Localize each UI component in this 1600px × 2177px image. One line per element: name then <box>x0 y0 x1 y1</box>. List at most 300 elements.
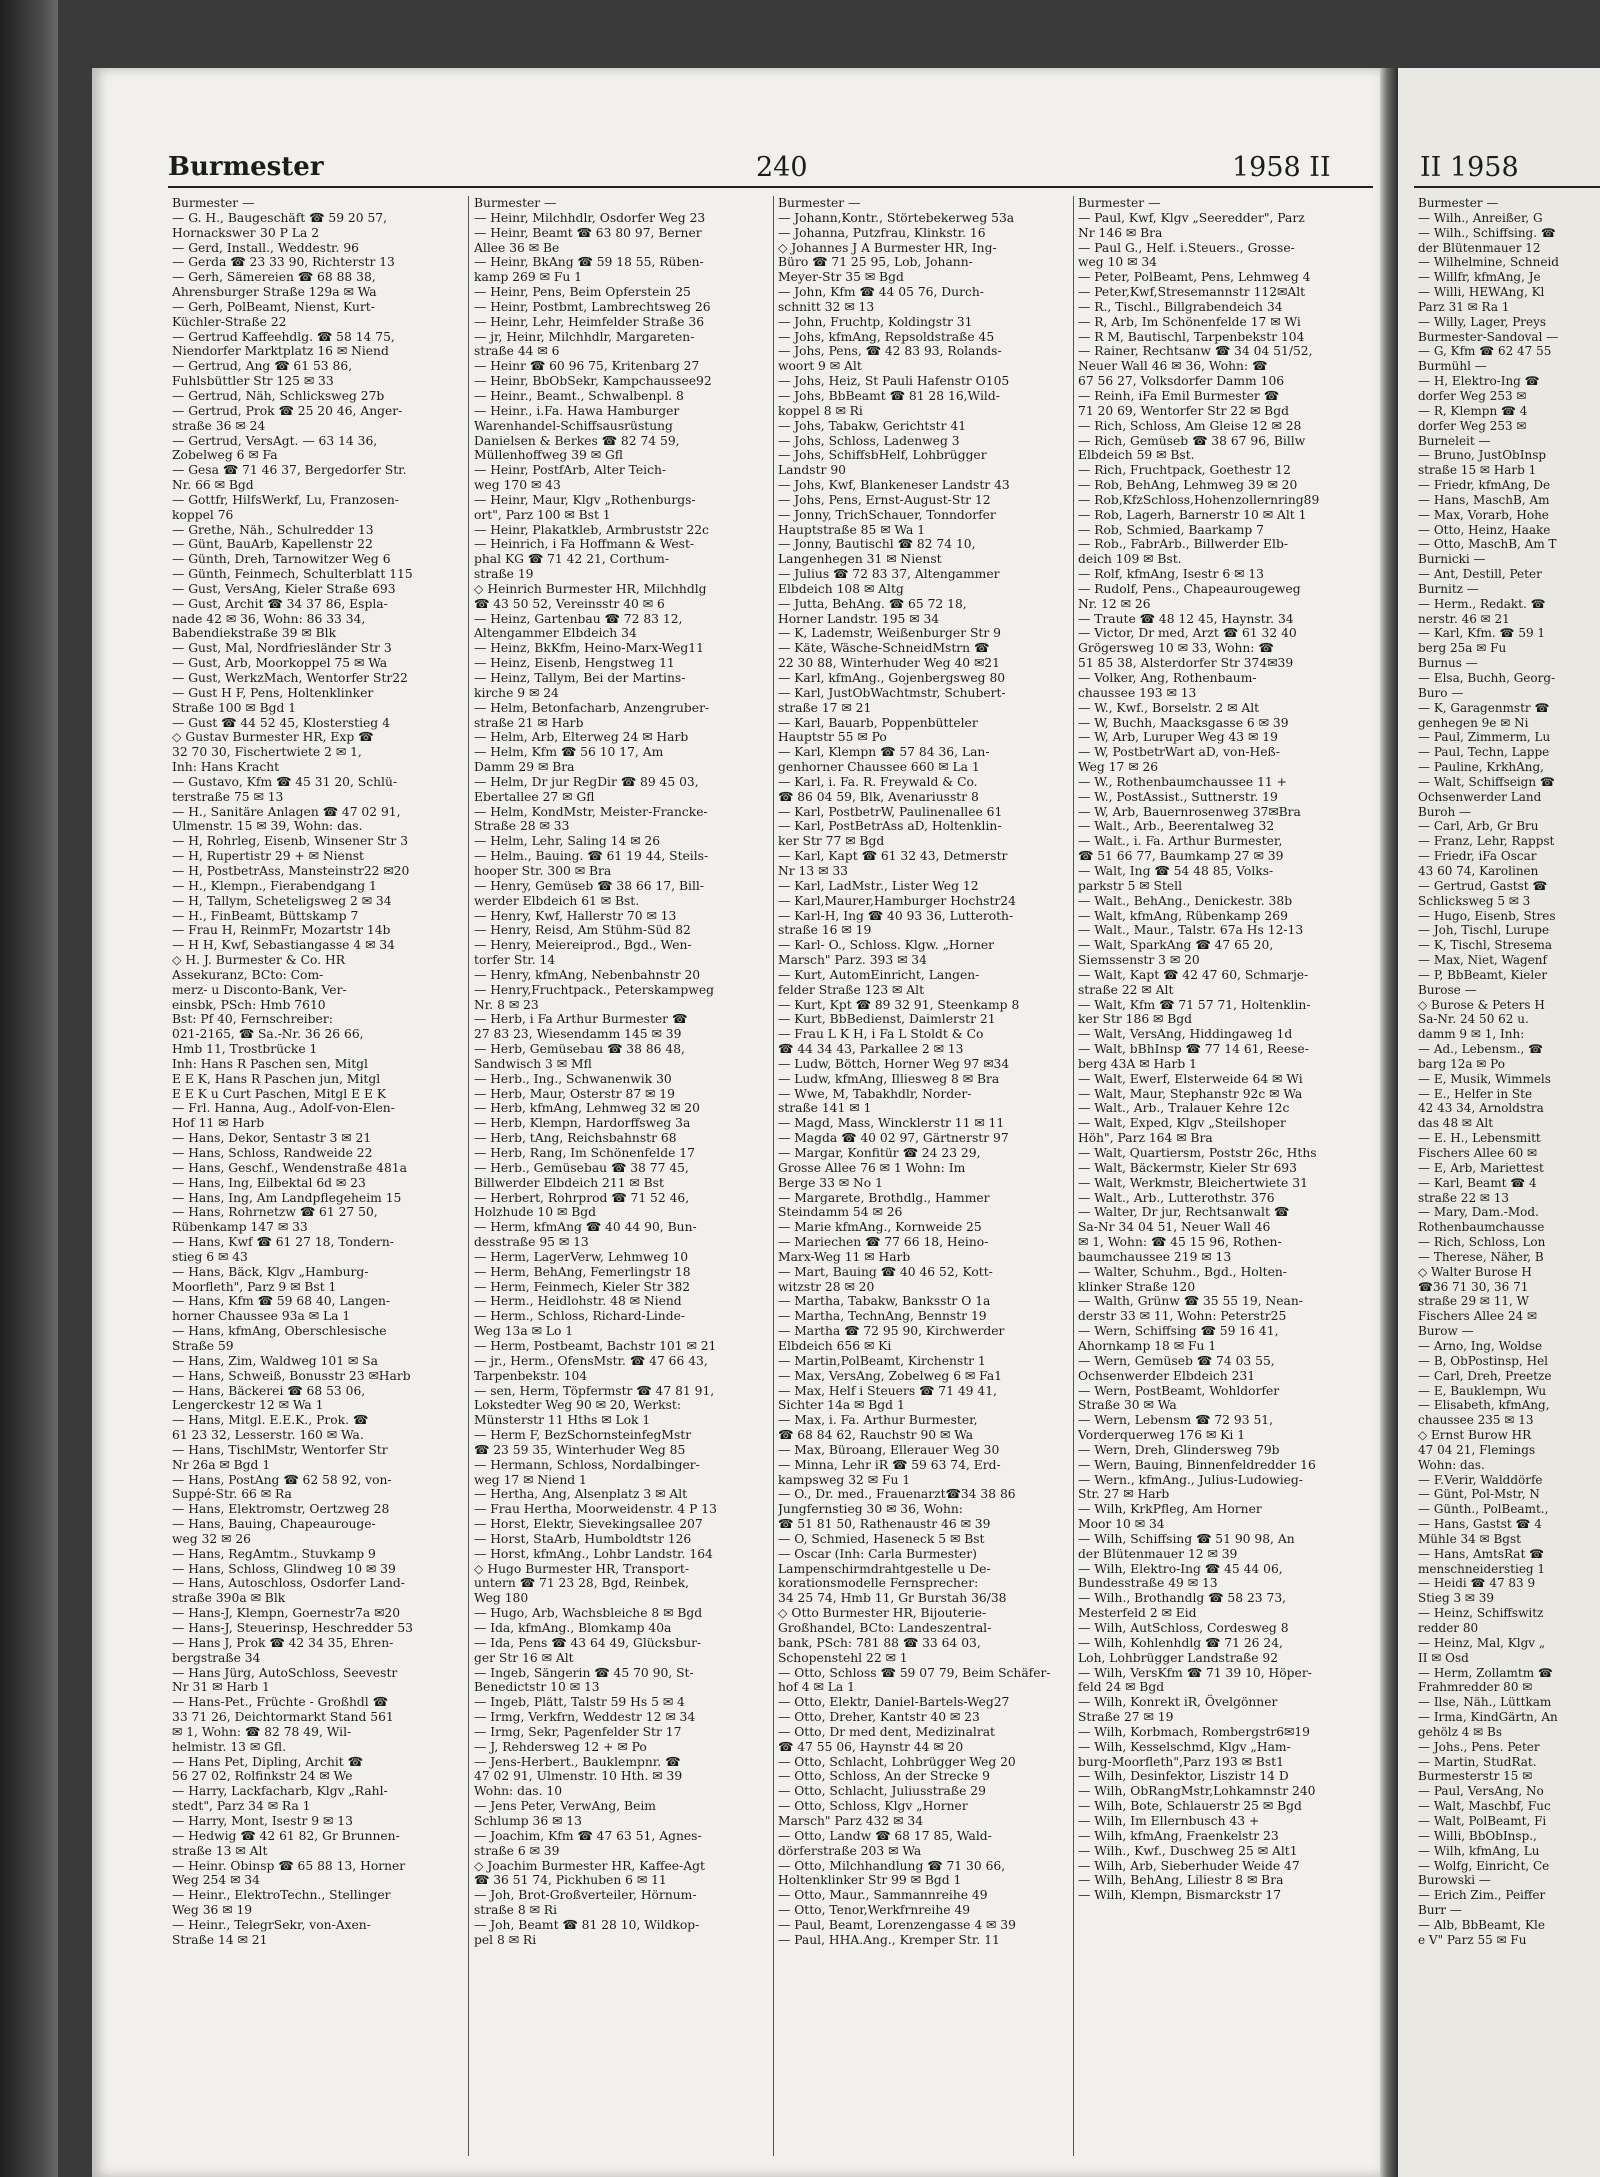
directory-entry-line: Meyer-Str 35 ✉ Bgd <box>778 270 904 285</box>
directory-entry-line: — Helm, Lehr, Saling 14 ✉ 26 <box>474 834 661 849</box>
directory-entry-line: — Joachim, Kfm ☎ 47 63 51, Agnes- <box>474 1828 702 1843</box>
directory-entry-line: — Horst, Elektr, Sievekingsallee 207 <box>474 1517 703 1532</box>
directory-entry-line: — Jutta, BehAng. ☎ 65 72 18, <box>778 596 967 611</box>
directory-entry-line: — Ida, kfmAng., Blomkamp 40a <box>474 1621 672 1635</box>
directory-entry-line: Steindamm 54 ✉ 26 <box>778 1205 903 1220</box>
directory-entry-line: — Heinz, Tallym, Bei der Martins- <box>474 671 686 685</box>
directory-entry-line: — Heinr, Plakatkleb, Armbruststr 22c <box>474 522 709 537</box>
directory-entry-line: ☎ 44 34 43, Parkallee 2 ✉ 13 <box>778 1042 964 1057</box>
directory-entry-line: Ochsenwerder Elbdeich 231 <box>1078 1368 1256 1383</box>
directory-entry-line: — R, Klempn ☎ 4 <box>1418 403 1528 418</box>
directory-entry-line: — Therese, Näher, B <box>1418 1249 1544 1264</box>
directory-entry-line: — Walt, Schiffseign ☎ <box>1418 774 1555 789</box>
directory-entry-line: — Harry, Mont, Isestr 9 ✉ 13 <box>172 1813 353 1828</box>
directory-entry-line: Rothenbaumchausse <box>1418 1220 1545 1235</box>
directory-entry-line: ☎ 36 51 74, Pickhuben 6 ✉ 11 <box>474 1873 667 1888</box>
book-gutter <box>1380 68 1398 2177</box>
directory-entry-line: — Hans, Schweiß, Bonusstr 23 ✉Harb <box>172 1368 411 1383</box>
directory-entry-line: — Joh, Tischl, Lurupe <box>1418 923 1550 938</box>
header-rule <box>168 186 1373 188</box>
directory-entry-line: — Paul, Kwf, Klgv „Seeredder", Parz <box>1078 210 1305 225</box>
directory-entry-line: — Herm, LagerVerw, Lehmweg 10 <box>474 1249 689 1264</box>
directory-entry-line: — Harry, Lackfacharb, Klgv „Rahl- <box>172 1784 388 1799</box>
directory-entry-line: — Hans, Schloss, Randweide 22 <box>172 1146 373 1160</box>
directory-entry-line: straße 141 ✉ 1 <box>778 1101 872 1116</box>
directory-entry-line: barg 12a ✉ Po <box>1418 1056 1505 1071</box>
directory-entry-line: Burmester — <box>1078 196 1161 210</box>
directory-entry-line: — Rainer, Rechtsanw ☎ 34 04 51/52, <box>1078 344 1313 359</box>
directory-entry-line: Fuhlsbüttler Str 125 ✉ 33 <box>172 374 334 389</box>
directory-entry-line: — Otto, Landw ☎ 68 17 85, Wald- <box>778 1828 992 1843</box>
directory-entry-line: Marsch" Parz 432 ✉ 34 <box>778 1813 924 1828</box>
directory-entry-line: — Willi, BbObInsp., <box>1418 1828 1537 1843</box>
directory-entry-line: derstr 33 ✉ 11, Wohn: Peterstr25 <box>1078 1309 1287 1324</box>
directory-entry-line: Holzhude 10 ✉ Bgd <box>474 1205 596 1220</box>
directory-entry-line: — Hermann, Schloss, Nordalbinger- <box>474 1457 700 1472</box>
directory-entry-line: menschneiderstieg 1 <box>1418 1561 1546 1576</box>
directory-entry-line: genhegen 9e ✉ Ni <box>1418 715 1529 730</box>
directory-entry-line: — Jens-Herbert., Bauklempnr. ☎ <box>474 1754 681 1769</box>
directory-entry-line: koppel 76 <box>172 507 234 522</box>
directory-entry-line: — Johs, Schloss, Ladenweg 3 <box>778 433 960 448</box>
directory-entry-line: woort 9 ✉ Alt <box>778 359 862 374</box>
directory-entry-line: — H, PostbetrAss, Mansteinstr22 ✉20 <box>172 863 410 878</box>
directory-entry-line: — Wilhelmine, Schneid <box>1418 255 1559 270</box>
directory-entry-line: Warenhandel-Schiffsausrüstung <box>474 418 673 433</box>
directory-entry-line: — Wilh, kfmAng, Fraenkelstr 23 <box>1078 1828 1279 1843</box>
directory-entry-line: — Margar, Konfitür ☎ 24 23 29, <box>778 1146 981 1160</box>
directory-entry-line: — Wilh, Im Ellernbusch 43 + <box>1078 1813 1260 1828</box>
directory-entry-line: — Karl, LadMstr., Lister Weg 12 <box>778 878 979 893</box>
directory-entry-line: — Otto, Elektr, Daniel-Bartels-Weg27 <box>778 1695 1010 1710</box>
directory-entry-line: Nr 13 ✉ 33 <box>778 863 848 878</box>
directory-entry-line: — Gust, WerkzMach, Wentorfer Str22 <box>172 671 408 685</box>
directory-entry-line: — Wilh, kfmAng, Lu <box>1418 1843 1540 1858</box>
directory-entry-line: — Walth, Grünw ☎ 35 55 19, Nean- <box>1078 1294 1303 1309</box>
directory-entry-line: untern ☎ 71 23 28, Bgd, Reinbek, <box>474 1576 690 1591</box>
directory-entry-line: Berge 33 ✉ No 1 <box>778 1175 883 1190</box>
directory-entry-line: — Max, VersAng, Zobelweg 6 ✉ Fa1 <box>778 1368 1002 1383</box>
directory-entry-line: — W, Arb, Bauernrosenweg 37✉Bra <box>1078 804 1301 819</box>
directory-entry-line: — Herb, Rang, Im Schönenfelde 17 <box>474 1146 695 1160</box>
directory-entry-line: — Gesa ☎ 71 46 37, Bergedorfer Str. <box>172 463 407 478</box>
directory-entry-line: — Günth, Dreh, Tarnowitzer Weg 6 <box>172 552 391 567</box>
directory-entry-line: ☎ 86 04 59, Blk, Avenariusstr 8 <box>778 789 979 804</box>
directory-entry-line: straße 36 ✉ 24 <box>172 418 266 433</box>
directory-entry-line: — Ant, Destill, Peter <box>1418 567 1542 582</box>
directory-entry-line: — Hans, TischlMstr, Wentorfer Str <box>172 1442 388 1457</box>
directory-entry-line: — Hans, Geschf., Wendenstraße 481a <box>172 1160 407 1175</box>
directory-entry-line: einsbk, PSch: Hmb 7610 <box>172 997 326 1012</box>
directory-entry-line: 34 25 74, Hmb 11, Gr Burstah 36/38 <box>778 1591 1007 1606</box>
directory-entry-line: — K, Lademstr, Weißenburger Str 9 <box>778 626 1001 641</box>
directory-entry-line: — Helm, Dr jur RegDir ☎ 89 45 03, <box>474 774 699 789</box>
directory-entry-line: Hauptstraße 85 ✉ Wa 1 <box>778 522 926 537</box>
directory-entry-line: — Hans, Ing, Eilbektal 6d ✉ 23 <box>172 1175 366 1190</box>
directory-entry-line: Sa-Nr. 24 50 62 u. <box>1418 1012 1529 1027</box>
directory-entry-line: baumchaussee 219 ✉ 13 <box>1078 1249 1232 1264</box>
directory-entry-line: straße 16 ✉ 19 <box>778 923 872 938</box>
directory-entry-line: dorfer Weg 253 ✉ <box>1418 388 1527 403</box>
directory-entry-line: hof 4 ✉ La 1 <box>778 1680 855 1695</box>
directory-entry-line: — Karl, JustObWachtmstr, Schubert- <box>778 685 1006 700</box>
directory-entry-line: Suppé-Str. 66 ✉ Ra <box>172 1487 292 1502</box>
directory-entry-line: — Walt, PolBeamt, Fi <box>1418 1813 1547 1828</box>
directory-entry-line: desstraße 95 ✉ 13 <box>474 1235 589 1250</box>
directory-entry-line: Sichter 14a ✉ Bgd 1 <box>778 1398 905 1413</box>
directory-entry-line: — H, Tallym, Scheteligsweg 2 ✉ 34 <box>172 893 392 908</box>
directory-entry-line: — Herm., Heidlohstr. 48 ✉ Niend <box>474 1294 682 1309</box>
directory-entry-line: Moorfleth", Parz 9 ✉ Bst 1 <box>172 1279 337 1294</box>
directory-entry-line: — Otto, Maur., Sammannreihe 49 <box>778 1888 988 1903</box>
directory-entry-line: — K, Garagenmstr ☎ <box>1418 700 1550 715</box>
directory-entry-line: — Wilh, Elektro-Ing ☎ 45 44 06, <box>1078 1561 1283 1576</box>
directory-entry-line: — Jonny, Bautischl ☎ 82 74 10, <box>778 537 976 552</box>
directory-entry-line: — Rich, Fruchtpack, Goethestr 12 <box>1078 463 1291 478</box>
directory-entry-line: pel 8 ✉ Ri <box>474 1932 537 1947</box>
directory-entry-line: — H., Klempn., Fierabendgang 1 <box>172 878 377 893</box>
directory-entry-line: — E. H., Lebensmitt <box>1418 1131 1541 1146</box>
directory-entry-line: — H, Elektro-Ing ☎ <box>1418 374 1540 389</box>
directory-entry-line: straße 15 ✉ Harb 1 <box>1418 463 1537 478</box>
directory-entry-line: — Gerd, Install., Weddestr. 96 <box>172 240 360 255</box>
directory-entry-line: Burmester — <box>474 196 557 210</box>
directory-entry-line: — W., PostAssist., Suttnerstr. 19 <box>1078 789 1278 804</box>
directory-entry-line: — Wern, Gemüseb ☎ 74 03 55, <box>1078 1353 1275 1368</box>
directory-entry-line: — Margarete, Brothdlg., Hammer <box>778 1190 990 1205</box>
directory-entry-line: Zobelweg 6 ✉ Fa <box>172 448 278 463</box>
directory-entry-line: — Wilh, BehAng, Liliestr 8 ✉ Bra <box>1078 1873 1284 1888</box>
directory-entry-line: — Gust, Archit ☎ 34 37 86, Espla- <box>172 596 388 611</box>
directory-entry-line: — Gertrud, Näh, Schlicksweg 27b <box>172 388 385 403</box>
directory-entry-line: — Hans, Ing, Am Landpflegeheim 15 <box>172 1190 402 1205</box>
directory-entry-line: — Henry, Kwf, Hallerstr 70 ✉ 13 <box>474 908 677 923</box>
directory-entry-line: Ahornkamp 18 ✉ Fu 1 <box>1078 1338 1217 1353</box>
directory-entry-line: — Wilh, Kesselschmd, Klgv „Ham- <box>1078 1739 1291 1754</box>
directory-entry-line: Frahmredder 80 ✉ <box>1418 1680 1533 1695</box>
directory-entry-line: — Wern, Bauing, Binnenfeldredder 16 <box>1078 1457 1316 1472</box>
directory-entry-line: — Helm, Arb, Elterweg 24 ✉ Harb <box>474 730 689 745</box>
directory-entry-line: straße 8 ✉ Ri <box>474 1903 557 1918</box>
directory-entry-line: — sen, Herm, Töpfermstr ☎ 47 81 91, <box>474 1383 715 1398</box>
directory-entry-line: Nr 26a ✉ Bgd 1 <box>172 1457 271 1472</box>
directory-entry-line: — Max, Vorarb, Hohe <box>1418 507 1549 522</box>
directory-entry-line: Burmester — <box>1418 196 1499 210</box>
directory-entry-line: Nr. 8 ✉ 23 <box>474 997 539 1012</box>
directory-entry-line: berg 43A ✉ Harb 1 <box>1078 1056 1197 1071</box>
directory-entry-line: — Gerh, PolBeamt, Nienst, Kurt- <box>172 299 375 314</box>
directory-entry-line: Inh: Hans R Paschen sen, Mitgl <box>172 1056 368 1071</box>
directory-entry-line: hooper Str. 300 ✉ Bra <box>474 863 612 878</box>
directory-entry-line: Wohn: das. <box>1418 1457 1485 1472</box>
directory-entry-line: dörferstraße 203 ✉ Wa <box>778 1843 922 1858</box>
directory-entry-line: — Wilh, KrkPfleg, Am Horner <box>1078 1502 1262 1517</box>
directory-entry-line: — Jonny, TrichSchauer, Tonndorfer <box>778 507 996 522</box>
directory-entry-line: — Mary, Dam.-Mod. <box>1418 1205 1539 1220</box>
directory-entry-line: — Walt, Werkmstr, Bleichertwiete 31 <box>1078 1175 1308 1190</box>
directory-entry-line: phal KG ☎ 71 42 21, Corthum- <box>474 552 669 567</box>
directory-entry-line: Horner Landstr. 195 ✉ 34 <box>778 611 940 626</box>
directory-entry-line: — Heinr. Obinsp ☎ 65 88 13, Horner <box>172 1858 406 1873</box>
directory-entry-line: — Kurt, Kpt ☎ 89 32 91, Steenkamp 8 <box>778 997 1020 1012</box>
directory-entry-line: — Johs, Pens, ☎ 42 83 93, Rolands- <box>778 344 1002 359</box>
directory-entry-line: werder Elbdeich 61 ✉ Bst. <box>474 893 640 908</box>
directory-entry-line: — Wilh, Klempn, Bismarckstr 17 <box>1078 1888 1282 1903</box>
directory-entry-line: Jungfernstieg 30 ✉ 36, Wohn: <box>778 1502 963 1517</box>
directory-entry-line: Vorderquerweg 176 ✉ Ki 1 <box>1078 1428 1246 1443</box>
directory-entry-line: — Irmg, Verkfrn, Weddestr 12 ✉ 34 <box>474 1710 696 1725</box>
directory-entry-line: Straße 100 ✉ Bgd 1 <box>172 700 297 715</box>
directory-entry-line: — Otto, Dr med dent, Medizinalrat <box>778 1724 996 1739</box>
directory-entry-line: ☎ 43 50 52, Vereinsstr 40 ✉ 6 <box>474 596 665 611</box>
directory-entry-line: — Wern., kfmAng., Julius-Ludowieg- <box>1078 1472 1303 1487</box>
directory-entry-line: — Wwe, M, Tabakhdlr, Norder- <box>778 1086 972 1101</box>
directory-entry-line: torfer Str. 14 <box>474 953 556 968</box>
directory-entry-line: — Wilh., Brothandlg ☎ 58 23 73, <box>1078 1591 1287 1606</box>
directory-entry-line: — Rich, Schloss, Lon <box>1418 1235 1546 1250</box>
directory-entry-line: — Hans, Rohrnetzw ☎ 61 27 50, <box>172 1205 378 1220</box>
directory-entry-line: burg-Moorfleth",Parz 193 ✉ Bst1 <box>1078 1754 1284 1769</box>
directory-entry-line: — E, Musik, Wimmels <box>1418 1071 1551 1086</box>
directory-entry-line: ☎ 51 81 50, Rathenaustr 46 ✉ 39 <box>778 1517 991 1532</box>
directory-entry-line: der Blütenmauer 12 ✉ 39 <box>1078 1546 1238 1561</box>
directory-entry-line: — Otto, Schlacht, Juliusstraße 29 <box>778 1784 986 1799</box>
directory-entry-line: — Henry, Reisd, Am Stühm-Süd 82 <box>474 923 691 938</box>
directory-entry-line: Büro ☎ 71 25 95, Lob, Johann- <box>778 255 973 270</box>
directory-entry-line: — Walt., i. Fa. Arthur Burmester, <box>1078 834 1283 849</box>
directory-entry-line: koppel 8 ✉ Ri <box>778 403 863 418</box>
directory-entry-line: — Walt, Maur, Stephanstr 92c ✉ Wa <box>1078 1086 1303 1101</box>
directory-entry-line: — Henry, kfmAng, Nebenbahnstr 20 <box>474 967 701 982</box>
directory-entry-line: — W., Rothenbaumchaussee 11 + <box>1078 774 1287 789</box>
directory-entry-line: — Wern, Lebensm ☎ 72 93 51, <box>1078 1413 1274 1428</box>
column-5-next-page <box>1418 196 1600 1948</box>
directory-entry-line: — Otto, Schloss, An der Strecke 9 <box>778 1769 990 1784</box>
directory-entry-line: — Käte, Wäsche-SchneidMstrn ☎ <box>778 641 990 656</box>
directory-entry-line: — W, Buchh, Maacksgasse 6 ✉ 39 <box>1078 715 1289 730</box>
directory-entry-line: 021-2165, ☎ Sa.-Nr. 36 26 66, <box>172 1027 364 1042</box>
running-head-year: 1958 II <box>1232 152 1331 183</box>
directory-entry-line: Nr 31 ✉ Harb 1 <box>172 1680 270 1695</box>
directory-entry-line: — Gertrud, Prok ☎ 25 20 46, Anger- <box>172 403 403 418</box>
directory-entry-line: Burr — <box>1418 1903 1462 1918</box>
directory-entry-line: — Günt, Pol-Mstr, N <box>1418 1487 1540 1502</box>
directory-entry-line: — Hedwig ☎ 42 61 82, Gr Brunnen- <box>172 1828 400 1843</box>
column-1 <box>172 196 464 1948</box>
directory-entry-line: Sa-Nr 34 04 51, Neuer Wall 46 <box>1078 1220 1271 1235</box>
directory-entry-line: weg 32 ✉ 26 <box>172 1531 251 1546</box>
directory-entry-line: — Hugo, Arb, Wachsbleiche 8 ✉ Bgd <box>474 1606 703 1621</box>
directory-entry-line: Rübenkamp 147 ✉ 33 <box>172 1220 308 1235</box>
directory-entry-line: — Hans, Bauing, Chapeaurouge- <box>172 1517 376 1532</box>
directory-entry-line: Burow — <box>1418 1324 1474 1339</box>
directory-entry-line: — J, Rehderswеg 12 + ✉ Po <box>474 1739 647 1754</box>
directory-entry-line: Damm 29 ✉ Bra <box>474 760 575 775</box>
directory-entry-line: Höh", Parz 164 ✉ Bra <box>1078 1131 1213 1146</box>
directory-entry-line: Burnitz — <box>1418 581 1479 596</box>
directory-entry-line: kamp 269 ✉ Fu 1 <box>474 270 583 285</box>
directory-entry-line: Inh: Hans Kracht <box>172 760 280 775</box>
directory-entry-line: — Johs., Pens. Peter <box>1418 1739 1540 1754</box>
directory-entry-line: — Karl, kfmAng., Gojenbergsweg 80 <box>778 671 1006 685</box>
directory-entry-line: — Magda ☎ 40 02 97, Gärtnerstr 97 <box>778 1131 1009 1146</box>
directory-entry-line: — Wilh, Korbmach, Rombergstr6✉19 <box>1078 1724 1310 1739</box>
directory-entry-line: — Jens Peter, VerwAng, Beim <box>474 1799 656 1814</box>
directory-entry-line: Lampenschirmdrahtgestelle u De- <box>778 1561 991 1576</box>
directory-entry-line: Hmb 11, Trostbrücke 1 <box>172 1042 318 1057</box>
directory-entry-line: — Horst, StaArb, Humboldtstr 126 <box>474 1531 692 1546</box>
directory-entry-line: — Herb, Gemüsebau ☎ 38 86 48, <box>474 1042 685 1057</box>
directory-entry-line: straße 21 ✉ Harb <box>474 715 584 730</box>
directory-entry-line: — Walt, SparkAng ☎ 47 65 20, <box>1078 938 1274 953</box>
directory-entry-line: — Peter,Kwf,Stresemannstr 112✉Alt <box>1078 285 1306 300</box>
directory-entry-line: — Heinr, BbObSekr, Kampchaussee92 <box>474 374 712 389</box>
directory-entry-line: ☎ 68 84 62, Rauchstr 90 ✉ Wa <box>778 1428 974 1443</box>
directory-entry-line: — Gust, Arb, Moorkoppel 75 ✉ Wa <box>172 656 388 671</box>
directory-entry-line: — Wilh, Konrekt iR, Övelgönner <box>1078 1695 1278 1710</box>
directory-entry-line: — Arno, Ing, Woldse <box>1418 1338 1543 1353</box>
directory-entry-line: Burmester-Sandoval — <box>1418 329 1559 344</box>
directory-entry-line: — W., Kwf., Borselstr. 2 ✉ Alt <box>1078 700 1260 715</box>
directory-entry-line: — Hans, Dekor, Sentastr 3 ✉ 21 <box>172 1131 372 1146</box>
directory-entry-line: straße 390a ✉ Blk <box>172 1591 286 1606</box>
directory-entry-line: — Rolf, kfmAng, Isestr 6 ✉ 13 <box>1078 567 1264 582</box>
directory-entry-line: — Johs, Kwf, Blankeneser Landstr 43 <box>778 478 1010 493</box>
directory-entry-line: — Heinr, Lehr, Heimfelder Straße 36 <box>474 314 705 329</box>
directory-entry-line: — Walt, Exped, Klgv „Steilshoper <box>1078 1116 1286 1131</box>
directory-entry-line: Marx-Weg 11 ✉ Harb <box>778 1249 911 1264</box>
directory-entry-line: — Ingeb, Sängerin ☎ 45 70 90, St- <box>474 1665 694 1680</box>
directory-entry-line: straße 13 ✉ Alt <box>172 1843 268 1858</box>
directory-entry-line: parkstr 5 ✉ Stell <box>1078 878 1183 893</box>
directory-entry-line: Babendiekstraße 39 ✉ Blk <box>172 626 337 641</box>
directory-entry-line: weg 17 ✉ Niend 1 <box>474 1472 587 1487</box>
directory-entry-line: — Gust, VersAng, Kieler Straße 693 <box>172 581 396 596</box>
directory-entry-line: — Karl, i. Fa. R. Freywald & Co. <box>778 774 978 789</box>
directory-entry-line: 56 27 02, Rolfinkstr 24 ✉ We <box>172 1769 353 1784</box>
directory-entry-line: ✉ 1, Wohn: ☎ 45 15 96, Rothen- <box>1078 1235 1282 1250</box>
directory-entry-line: — Gust, Mal, Nordfriesländer Str 3 <box>172 641 392 656</box>
directory-entry-line: 47 02 91, Ulmenstr. 10 Hth. ✉ 39 <box>474 1769 683 1784</box>
directory-entry-line: — Carl, Dreh, Preetze <box>1418 1368 1552 1383</box>
directory-entry-line: Neuer Wall 46 ✉ 36, Wohn: ☎ <box>1078 359 1268 374</box>
directory-entry-line: — Rob., FabrArb., Billwerder Elb- <box>1078 537 1288 552</box>
directory-entry-line: — Traute ☎ 48 12 45, Haynstr. 34 <box>1078 611 1294 626</box>
directory-entry-line: — Willy, Lager, Preys <box>1418 314 1547 329</box>
directory-entry-line: — Walt, Kfm ☎ 71 57 71, Holtenklin- <box>1078 997 1311 1012</box>
directory-entry-line: Altengammer Elbdeich 34 <box>474 626 637 641</box>
directory-entry-line: — Hertha, Ang, Alsenplatz 3 ✉ Alt <box>474 1487 688 1502</box>
directory-entry-line: — Wern, PostBeamt, Wohldorfer <box>1078 1383 1280 1398</box>
directory-entry-line: — Wilh, Desinfektor, Liszistr 14 D <box>1078 1769 1289 1784</box>
directory-entry-line: — Rob, Schmied, Baarkamp 7 <box>1078 522 1264 537</box>
directory-entry-line: Münsterstr 11 Hths ✉ Lok 1 <box>474 1413 651 1428</box>
directory-entry-line: — Heinz, Eisenb, Hengstweg 11 <box>474 656 675 671</box>
directory-entry-line: 43 60 74, Karolinen <box>1418 863 1539 878</box>
directory-entry-line: — Magd, Mass, Wincklerstr 11 ✉ 11 <box>778 1116 1005 1131</box>
directory-entry-line: ◇ Otto Burmester HR, Bijouterie- <box>778 1606 987 1621</box>
column-4 <box>1078 196 1370 1903</box>
directory-entry-line: — Paul G., Helf. i.Steuers., Grosse- <box>1078 240 1295 255</box>
directory-entry-line: — Hans, Kfm ☎ 59 68 40, Langen- <box>172 1294 391 1309</box>
directory-entry-line: — Heinr, Maur, Klgv „Rothenburgs- <box>474 492 696 507</box>
directory-entry-line: — Wern, Schiffsing ☎ 59 16 41, <box>1078 1324 1279 1339</box>
directory-entry-line: — Hans, Autoschloss, Osdorfer Land- <box>172 1576 405 1591</box>
directory-entry-line: — Gertrud, Ang ☎ 61 53 86, <box>172 359 353 374</box>
directory-entry-line: — Henry, Gemüseb ☎ 38 66 17, Bill- <box>474 878 704 893</box>
directory-entry-line: Weg 17 ✉ 26 <box>1078 760 1159 775</box>
directory-entry-line: — Herb., Ing., Schwanenwik 30 <box>474 1071 672 1086</box>
directory-entry-line: ort", Parz 100 ✉ Bst 1 <box>474 507 611 522</box>
directory-entry-line: — Mart, Bauing ☎ 40 46 52, Kott- <box>778 1264 993 1279</box>
directory-entry-line: — Max, i. Fa. Arthur Burmester, <box>778 1413 978 1428</box>
directory-entry-line: — Hans Pet, Dipling, Archit ☎ <box>172 1754 363 1769</box>
directory-entry-line: — Paul, Beamt, Lorenzengasse 4 ✉ 39 <box>778 1917 1016 1932</box>
directory-entry-line: Burmühl — <box>1418 359 1487 374</box>
directory-entry-line: felder Straße 123 ✉ Alt <box>778 982 925 997</box>
directory-entry-line: — Helm., Bauing. ☎ 61 19 44, Steils- <box>474 849 709 864</box>
directory-entry-line: — Irma, KindGärtn, An <box>1418 1710 1558 1725</box>
directory-entry-line: — Walt, Kapt ☎ 42 47 60, Schmarje- <box>1078 967 1309 982</box>
page-number: 240 <box>756 152 808 183</box>
directory-entry-line: — Kurt, BbBedienst, Daimlerstr 21 <box>778 1012 996 1027</box>
directory-entry-line: — Friedr, kfmAng, De <box>1418 478 1551 493</box>
directory-entry-line: — R, Arb, Im Schönenfelde 17 ✉ Wi <box>1078 314 1301 329</box>
directory-entry-line: — Hans, MaschB, Am <box>1418 492 1550 507</box>
directory-entry-line: — Johs, kfmAng, Repsoldstraße 45 <box>778 329 995 344</box>
directory-entry-line: — Marie kfmAng., Kornweide 25 <box>778 1220 982 1235</box>
directory-entry-line: — P, BbBeamt, Kieler <box>1418 967 1548 982</box>
scan-edge <box>0 0 58 2177</box>
directory-entry-line: — Herb, tAng, Reichsbahnstr 68 <box>474 1131 677 1146</box>
directory-entry-line: — Walt, VersAng, Hiddingaweg 1d <box>1078 1027 1293 1042</box>
directory-entry-line: — Gust ☎ 44 52 45, Klosterstieg 4 <box>172 715 390 730</box>
directory-entry-line: — Heinz, Schiffswitz <box>1418 1606 1544 1621</box>
directory-entry-line: gehölz 4 ✉ Bs <box>1418 1724 1503 1739</box>
directory-entry-line: stieg 6 ✉ 43 <box>172 1249 248 1264</box>
directory-entry-line: Straße 59 <box>172 1338 234 1353</box>
directory-entry-line: — Herm., Schloss, Richard-Linde- <box>474 1309 686 1324</box>
directory-entry-line: ◇ Gustav Burmester HR, Exp ☎ <box>172 730 374 745</box>
directory-entry-line: — Heinz, Gartenbau ☎ 72 83 12, <box>474 611 683 626</box>
directory-entry-line: nade 42 ✉ 36, Wohn: 86 33 34, <box>172 611 366 626</box>
directory-entry-line: — Herm, BehAng, Femerlingstr 18 <box>474 1264 691 1279</box>
directory-entry-line: — Wilh, Schiffsing ☎ 51 90 98, An <box>1078 1531 1295 1546</box>
directory-entry-line: — Wilh, AutSchloss, Cordesweg 8 <box>1078 1621 1289 1635</box>
directory-entry-line: — Otto, Heinz, Haake <box>1418 522 1551 537</box>
directory-entry-line: — Joh, Brot-Großverteiler, Hörnum- <box>474 1888 697 1903</box>
directory-entry-line: berg 25a ✉ Fu <box>1418 641 1507 656</box>
directory-entry-line: — Günth, Feinmech, Schulterblatt 115 <box>172 567 413 582</box>
directory-entry-line: — Horst, kfmAng., Lohbr Landstr. 164 <box>474 1546 713 1561</box>
directory-entry-line: — Victor, Dr med, Arzt ☎ 61 32 40 <box>1078 626 1297 641</box>
directory-entry-line: Ahrensburger Straße 129a ✉ Wa <box>172 285 377 300</box>
directory-entry-line: — Heinr., i.Fa. Hawa Hamburger <box>474 403 680 418</box>
directory-entry-line: Großhandel, BCto: Landeszentral- <box>778 1621 992 1635</box>
directory-entry-line: — Hans Jürg, AutoSchloss, Seevestr <box>172 1665 398 1680</box>
directory-entry-line: — Helm, KondMstr, Meister-Francke- <box>474 804 708 819</box>
directory-entry-line: — Heinr ☎ 60 96 75, Kritenbarg 27 <box>474 359 700 374</box>
directory-entry-line: Benedictstr 10 ✉ 13 <box>474 1680 600 1695</box>
directory-entry-line: 61 23 32, Lesserstr. 160 ✉ Wa. <box>172 1428 364 1443</box>
directory-entry-line: — Herm., Redakt. ☎ <box>1418 596 1546 611</box>
directory-entry-line: — R., Tischl., Billgrabendeich 34 <box>1078 299 1283 314</box>
directory-entry-line: Straße 28 ✉ 33 <box>474 819 570 834</box>
directory-entry-line: — Max, Niet, Wagenf <box>1418 953 1547 968</box>
directory-entry-line: — Hans, RegAmtm., Stuvkamp 9 <box>172 1546 376 1561</box>
directory-entry-line: — Heinr, BkAng ☎ 59 18 55, Rüben- <box>474 255 704 270</box>
directory-entry-line: — Wilh, Kohlenhdlg ☎ 71 26 24, <box>1078 1635 1283 1650</box>
